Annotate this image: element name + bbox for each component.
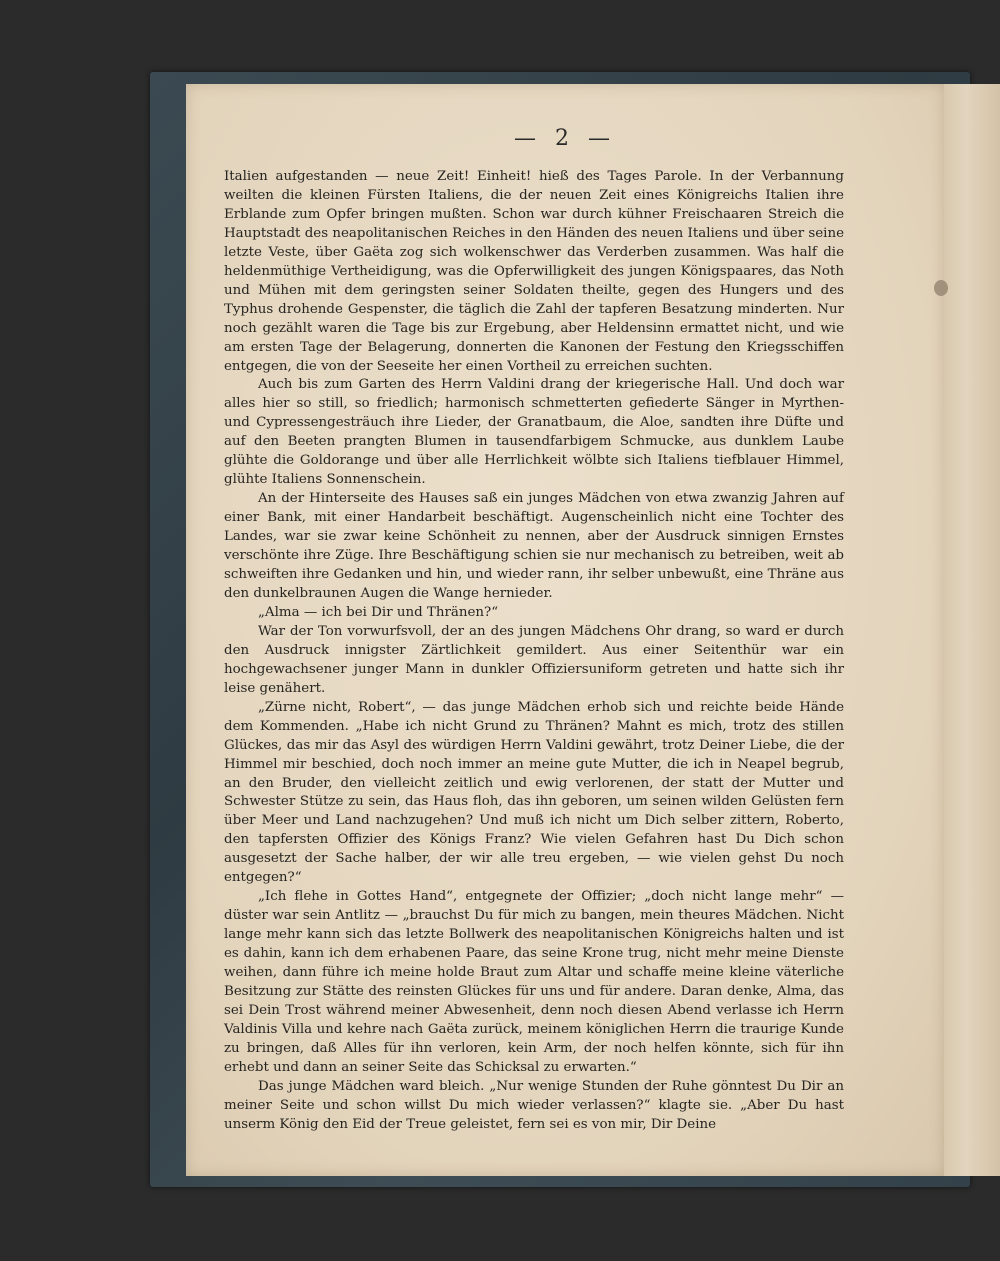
body-text bbox=[224, 168, 844, 1135]
facing-page-edge bbox=[944, 84, 1000, 1176]
paragraph: An der Hinterseite des Hauses saß ein junges Mädchen von etwa zwanzig Jahren auf einer Bank, mit einer Handarbeit beschäftigt. Augenscheinlich nicht eine Tochter des Landes, war sie zwar keine Schönheit zu nennen, aber der Ausdruck sinnigen Ernstes verschönte ihre Züge. Ihre Beschäftigung schien sie nur mechanisch zu betreiben, weit ab schweiften ihre Gedanken und hin, und wieder rann, ihr selber unbewußt, eine Thräne aus den dunkelbraunen Augen die Wange hernieder. bbox=[224, 491, 844, 601]
paragraph: Italien aufgestanden — neue Zeit! Einheit! hieß des Tages Parole. In der Verbannung weilten die kleinen Fürsten Italiens, die der neuen Zeit eines Königreichs Italien ihre Erblande zum Opfer bringen mußten. Schon war durch kühner Freischaaren Streich die Hauptstadt des neapolitanischen Reiches in den Händen des neuen Italiens und über seine letzte Veste, über Gaëta zog sich wolkenschwer das Verderben zusammen. Was half die heldenmüthige Vertheidigung, was die Opferwilligkeit des jungen Königspaares, das Noth und Mühen mit dem geringsten seiner Soldaten theilte, gegen des Hungers und des Typhus drohende Gespenster, die täglich die Zahl der tapferen Besatzung minderten. Nur noch gezählt waren die Tage bis zur Ergebung, aber Heldensinn ermattet nicht, und wie am ersten Tage der Belagerung, donnerten die Kanonen der Festung den Kriegsschiffen entgegen, die von der Seeseite her einen Vortheil zu erreichen suchten. bbox=[224, 169, 844, 374]
paragraph: „Ich flehe in Gottes Hand“, entgegnete der Offizier; „doch nicht lange mehr“ — düster war sein Antlitz — „brauchst Du für mich zu bangen, mein theures Mädchen. Nicht lange mehr kann sich das letzte Bollwerk des neapolitanischen Königreichs halten und ist es dahin, kann ich dem erhabenen Paare, das seine Krone trug, nicht mehr meine Dienste weihen, dann führe ich meine holde Braut zum Altar und schaffe meine kleine väterliche Besitzung zur Stätte des reinsten Glückes für uns und für andere. Daran denke, Alma, das sei Dein Trost während meiner Abwesenheit, denn noch diesen Abend verlasse ich Herrn Valdinis Villa und kehre nach Gaëta zurück, meinem königlichen Herrn die traurige Kunde zu bringen, daß Alles für ihn verloren, kein Arm, der noch helfen könnte, sich für ihn erhebt und dann an seiner Seite das Schicksal zu erwarten.“ bbox=[224, 889, 844, 1075]
paragraph: „Zürne nicht, Robert“, — das junge Mädchen erhob sich und reichte beide Hände dem Kommenden. „Habe ich nicht Grund zu Thränen? Mahnt es mich, trotz des stillen Glückes, das mir das Asyl des würdigen Herrn Valdini gewährt, trotz Deiner Liebe, die der Himmel mir beschied, doch noch immer an meine gute Mutter, die ich in Neapel begrub, an den Bruder, den vielleicht zeitlich und ewig verlorenen, der statt der Mutter und Schwester Stütze zu sein, das Haus floh, das ihn geboren, um seinen wilden Gelüsten fern über Meer und Land nachzugehen? Und muß ich nicht um Dich selber zittern, Roberto, den tapfersten Offizier des Königs Franz? Wie vielen Gefahren hast Du Dich schon ausgesetzt der Sache halber, der wir alle treu ergeben, — wie vielen gehst Du noch entgegen?“ bbox=[224, 699, 844, 886]
page-number: — 2 — bbox=[514, 126, 616, 151]
paragraph: „Alma — ich bei Dir und Thränen?“ bbox=[258, 604, 499, 620]
binding-hole-icon bbox=[934, 280, 948, 296]
paragraph: Auch bis zum Garten des Herrn Valdini drang der kriegerische Hall. Und doch war alles hier so still, so friedlich; harmonisch schmetterten gefiederte Sänger in Myrthen- und Cypressengesträuch ihre Lieder, der Granatbaum, die Aloe, sandten ihre Düfte und auf den Beeten prangten Blumen in tausendfarbigem Schmucke, aus dunklem Laube glühte die Goldorange und über alle Herrlichkeit wölbte sich Italiens tiefblauer Himmel, glühte Italiens Sonnenschein. bbox=[224, 377, 844, 488]
paragraph: War der Ton vorwurfsvoll, der an des jungen Mädchens Ohr drang, so ward er durch den Ausdruck innigster Zärtlichkeit gemildert. Aus einer Seitenthür war ein hochgewachsener junger Mann in dunkler Offiziersuniform getreten und hatte sich ihr leise genähert. bbox=[224, 623, 844, 696]
paragraph: Das junge Mädchen ward bleich. „Nur wenige Stunden der Ruhe gönntest Du Dir an meiner Seite und schon willst Du mich wieder verlassen?“ klagte sie. „Aber Du hast unserm König den Eid der Treue geleistet, fern sei es von mir, Dir Deine bbox=[224, 1078, 844, 1132]
